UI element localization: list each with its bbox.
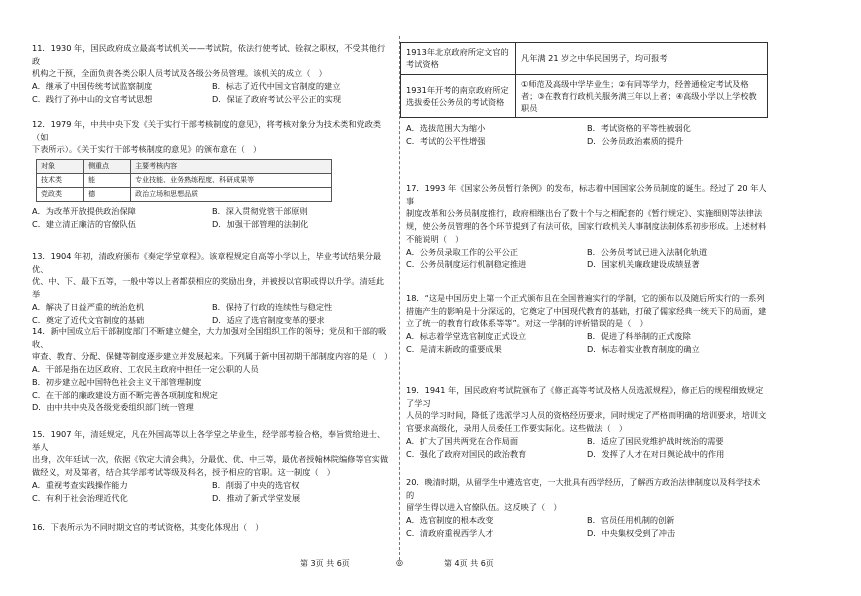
option-b[interactable]: B．公务员考试已进入法制化轨道 (587, 246, 708, 257)
table-row: 党政类 德 政治立场和思想品质 (37, 188, 332, 202)
page-number-left: 第 3页 共 6页 (300, 559, 350, 568)
option-c[interactable]: C．强化了政府对国民的政治教育 (406, 448, 527, 459)
q16-stem: 16．下表所示为不同时期文官的考试资格，其变化体现出（ ） (32, 522, 264, 532)
q17-stem: 17．1993 年《国家公务员暂行条例》的发布，标志着中国国家公务员制度的诞生。经过了 20 年人事 制度改革和公务员制度推行，政府相继出台了数十个与之相配套的《暂行规定》、实施细则等法律法 规，使公务员管理的各个环节提到了有法可依，国家行政机关人事制度法制体系初步形成。上述材料 不能说明（ ） (406, 183, 767, 244)
question-18 (406, 292, 768, 356)
option-d[interactable]: D．保证了政府考试公平公正的实现 (212, 93, 342, 104)
page-number-right: 第 4页 共 6页 (444, 559, 494, 568)
option-c[interactable]: C．在干部的廉政建设方面不断完善各项制度和规定 (32, 389, 218, 400)
q19-options (406, 435, 768, 460)
q14-stem: 14．新中国成立后干部制度部门不断建立健全，大力加强对全国组织工作的领导；党员和干部的吸收、 审查、教育、分配、保健等制度逐步建立并发展起来。下列属于新中国初期干部制度内容的是（ ） (32, 326, 393, 362)
option-b[interactable]: B．削弱了中央的选官权 (212, 479, 300, 490)
option-d[interactable]: D．由中共中央及各级党委组织部门统一管理 (32, 402, 194, 413)
option-d[interactable]: D．标志着实业教育制度的确立 (587, 343, 700, 354)
option-b[interactable]: B．标志了近代中国文官制度的建立 (212, 81, 341, 92)
option-c[interactable]: C．建立清正廉洁的官僚队伍 (32, 219, 136, 230)
option-a[interactable]: A．重视考查实践操作能力 (32, 479, 128, 490)
q15-stem: 15．1907 年，清廷规定，凡在外国高等以上各学堂之毕业生，经学部考验合格，奉旨赏给进士、举人 出身，次年廷试一次，依据《钦定大清会典》，分最优、优、中三等，最优者授翰林院编修等官实做 做经义，对及第者，结合其学部考试等级及科名，授予相应的官职。这一制度（ ） (32, 429, 389, 478)
q19-stem: 19．1941 年，国民政府考试院颁布了《修正高等考试及格人员选派规程》，修正后的规程细致规定了学习 人员的学习时间，降低了选派学习人员的资格经历要求，同时规定了严格而明确的培训要求，培训文 官要求高级化，录用人员委任工作要实际化。这些做法（ ） (406, 385, 767, 434)
q12-table (36, 159, 332, 202)
option-a[interactable]: A．公务员录取工作的公平公正 (406, 246, 519, 257)
q18-stem: 18．“这是中国历史上第一个正式颁布且在全国普遍实行的学制，它的颁布以及随后所实行的一系列 措施产生的影响是十分深远的，它奠定了中国现代教育的基础，打破了儒家经典一统天下的局面，建 立了统一的教育行政体系等等”。对这一学制的评析错误的是（ ） (406, 293, 767, 329)
question-15 (32, 428, 392, 504)
table-row: 对象 侧重点 主要考核内容 (37, 160, 332, 174)
binding-mark-icon: ◎ (396, 558, 403, 567)
q13-stem: 13．1904 年初，清政府颁布《奏定学堂章程》。该章程规定自高等小学以上，毕业考试结果分最优、 优、中、下、最下五等，一般中等以上者都获相应的奖励出身，并被授以官职或得以升学。清廷此举 (32, 251, 385, 300)
option-b[interactable]: B．官员任用机制的创新 (587, 515, 675, 526)
option-b[interactable]: B．适应了国民党维护战时统治的需要 (587, 435, 724, 446)
question-16 (32, 521, 392, 534)
option-c[interactable]: C．考试的公平性增强 (406, 136, 486, 147)
option-d[interactable]: D．推动了新式学堂发展 (212, 492, 301, 503)
option-a[interactable]: A．为改革开放提供政治保障 (32, 206, 136, 217)
q14-options (32, 363, 392, 414)
question-14 (32, 325, 392, 414)
option-c[interactable]: C．有利于社会治理近代化 (32, 492, 128, 503)
option-d[interactable]: D．适应了选官制度变革的要求 (212, 314, 325, 325)
option-a[interactable]: A．扩大了国共两党在合作局面 (406, 435, 519, 446)
question-12 (32, 118, 392, 231)
question-11 (32, 42, 392, 106)
question-20 (406, 476, 768, 540)
q15-options (32, 479, 392, 504)
q16-options (406, 122, 768, 147)
option-c[interactable]: C．清政府重视西学人才 (406, 527, 494, 538)
option-c[interactable]: C．奠定了近代文官制度的基础 (32, 314, 145, 325)
q13-options (32, 301, 392, 326)
option-c[interactable]: C．践行了孙中山的文官考试思想 (32, 93, 153, 104)
option-a[interactable]: A．干部是指在边区政府、工农民主政府中担任一定公职的人员 (32, 364, 259, 375)
option-a[interactable]: A．继承了中国传统考试监察制度 (32, 81, 153, 92)
option-b[interactable]: B．初步建立起中国特色社会主义干部管理制度 (32, 376, 202, 387)
option-a[interactable]: A．选官制度的根本改变 (406, 515, 494, 526)
q12-stem: 12．1979 年，中共中央下发《关于实行干部考核制度的意见》，将考核对象分为技术类和党政类（如 下表所示）。《关于实行干部考核制度的意见》的颁布意在（ ） (32, 119, 382, 155)
q16-table (400, 42, 768, 118)
option-d[interactable]: D．加强干部管理的法制化 (212, 219, 309, 230)
option-a[interactable]: A．标志着学堂选官制度正式设立 (406, 331, 527, 342)
table-row: 1931年开考的南京政府所定选拔委任公务员的考试资格 ①师范及高级中学毕业生；②有同等学力，经普通检定考试及格者；③在教育行政机关服务满三年以上者；④高级小学以上学校教职员 (401, 74, 768, 118)
option-a[interactable]: A．解决了日益严重的统治危机 (32, 301, 145, 312)
option-d[interactable]: D．中央集权受到了冲击 (587, 527, 676, 538)
question-17 (406, 182, 768, 271)
question-13 (32, 250, 392, 326)
option-b[interactable]: B．考试资格的平等性被弱化 (587, 123, 691, 134)
question-19 (406, 384, 768, 460)
option-b[interactable]: B．保持了行政的连续性与稳定性 (212, 301, 333, 312)
option-b[interactable]: B．促进了科举制的正式废除 (587, 331, 691, 342)
q20-stem: 20．晚清时期，从留学生中遴选官吏，一大批具有西学经历，了解西方政治法律制度以及科学技术的 留学生得以进入官僚队伍。这反映了（ ） (406, 477, 761, 513)
q20-options (406, 514, 768, 539)
option-d[interactable]: D．公务员政治素质的提升 (587, 136, 684, 147)
option-c[interactable]: C．是清末新政的重要成果 (406, 343, 502, 354)
q11-stem: 11．1930 年，国民政府成立最高考试机关——考试院，依法行使考试、铨叙之职权，不受其他行政 机构之干预，全面负责各类公职人员考试及各级公务员管理。该机关的成立（ ） (32, 43, 386, 79)
option-d[interactable]: D．发挥了人才在对日舆论战中的作用 (587, 448, 725, 459)
q17-options (406, 246, 768, 271)
option-c[interactable]: C．公务员制度运行机制稳定推进 (406, 259, 527, 270)
option-a[interactable]: A．选拔范围大为缩小 (406, 123, 486, 134)
option-b[interactable]: B．深入贯彻党管干部原则 (212, 206, 308, 217)
q12-options (32, 205, 392, 230)
question-16-continued (406, 42, 768, 148)
option-d[interactable]: D．国家机关廉政建设成绩显著 (587, 259, 700, 270)
q11-options (32, 80, 392, 105)
q18-options (406, 330, 768, 355)
table-row: 1913年北京政府所定文官的考试资格 凡年满 21 岁之中华民国男子，均可报考 (401, 43, 768, 75)
table-row: 技术类 能 专业技能、业务熟练程度、科研成果等 (37, 174, 332, 188)
